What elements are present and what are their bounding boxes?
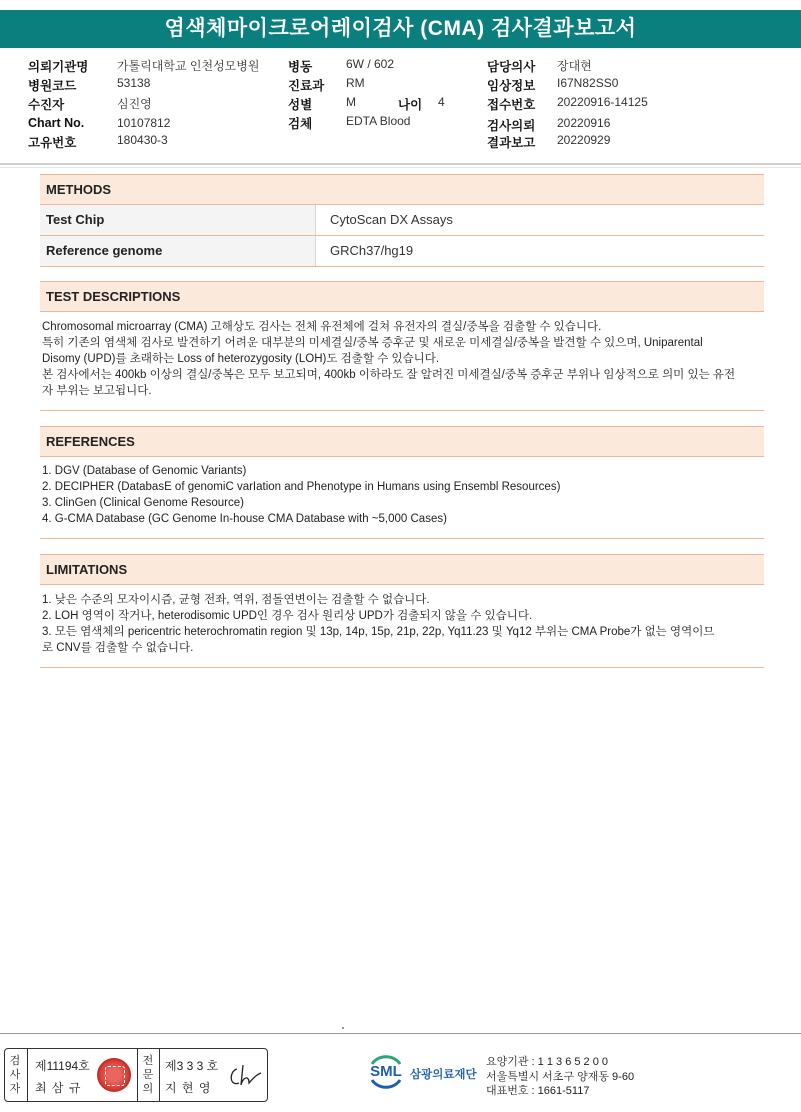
sex-value: M [346, 95, 356, 109]
examiner-label-char: 자 [9, 1083, 21, 1095]
examiner-name: 최 삼 규 [35, 1081, 82, 1095]
sex-label: 성별 [288, 98, 313, 112]
hospital-value: 가톨릭대학교 인천성모병원 [117, 59, 260, 73]
hospital-label: 의뢰기관명 [28, 60, 89, 74]
chart-label: Chart No. [28, 116, 85, 130]
confirmer-label-char: 전 [142, 1055, 154, 1067]
methods-key: Test Chip [40, 205, 316, 235]
organization-name: 삼광의료재단 [410, 1069, 477, 1081]
section-divider [40, 667, 764, 668]
patient-value: 심진영 [117, 97, 152, 111]
description-line: 특히 기존의 염색체 검사로 발견하기 어려운 대부분의 미세결실/중복 증후군 및 새로운 미세결실/중복을 발견할 수 있으며, Uniparental [42, 337, 703, 349]
clinical-value: I67N82SS0 [557, 76, 619, 90]
sml-logo [366, 1052, 496, 1092]
descriptions-text [42, 319, 766, 399]
page-mark [342, 1027, 344, 1029]
age-value: 4 [438, 95, 445, 109]
limitations-list [42, 592, 766, 656]
reference-item: 3. ClinGen (Clinical Genome Resource) [42, 497, 244, 509]
methods-heading: METHODS [40, 174, 764, 205]
signature-divider [27, 1049, 28, 1101]
clinical-label: 임상정보 [487, 79, 536, 93]
official-seal-icon [97, 1058, 131, 1092]
receipt-value: 20220916-14125 [557, 95, 648, 109]
description-line: 자 부위는 보고됩니다. [42, 385, 152, 397]
doctor-value: 장대현 [557, 59, 592, 73]
unique-value: 180430-3 [117, 133, 168, 147]
description-line: 본 검사에서는 400kb 이상의 결실/중복은 모두 보고되며, 400kb 이하라도 잘 알려진 미세결실/중복 증후군 부위나 임상적으로 의미 있는 유전 [42, 369, 736, 381]
signature-divider [137, 1049, 138, 1101]
references-list [42, 463, 766, 527]
ward-value: 6W / 602 [346, 57, 395, 71]
limitation-item: 1. 낮은 수준의 모자이시즘, 균형 전좌, 역위, 점돌연변이는 검출할 수 없습니다. [42, 594, 430, 606]
methods-row-test-chip [40, 205, 764, 236]
limitation-item: 로 CNV를 검출할 수 없습니다. [42, 642, 194, 654]
receipt-label: 접수번호 [487, 98, 536, 112]
specimen-value: EDTA Blood [346, 114, 411, 128]
examiner-label-char: 검 [9, 1055, 21, 1067]
sml-logo-text: SML [370, 1063, 402, 1080]
report-date-label: 결과보고 [487, 136, 536, 150]
dept-label: 진료과 [288, 79, 325, 93]
description-line: Disomy (UPD)를 초래하는 Loss of heterozygosity (LOH)도 검출할 수 있습니다. [42, 353, 440, 365]
reference-item: 2. DECIPHER (DatabasE of genomiC varIation and Phenotype in Humans using Ensembl Resources) [42, 481, 561, 493]
dept-value: RM [346, 76, 365, 90]
doctor-label: 담당의사 [487, 60, 536, 74]
report-title: 염색체마이크로어레이검사 (CMA) 검사결과보고서 [0, 10, 801, 48]
info-divider [0, 163, 801, 165]
confirmer-license: 제3 3 3 호 [165, 1059, 219, 1073]
reference-item: 4. G-CMA Database (GC Genome In-house CMA Database with ~5,000 Cases) [42, 513, 447, 525]
report-date-value: 20220929 [557, 133, 611, 147]
methods-key: Reference genome [40, 236, 316, 266]
ward-label: 병동 [288, 60, 313, 74]
specimen-label: 검체 [288, 117, 313, 131]
limitations-heading: LIMITATIONS [40, 554, 764, 585]
organization-address: 서울특별시 서초구 양재동 9-60 [486, 1070, 635, 1083]
confirmer-label-char: 문 [142, 1069, 154, 1081]
code-label: 병원코드 [28, 79, 77, 93]
limitation-item: 2. LOH 영역이 작거나, heterodisomic UPD인 경우 검사 원리상 UPD가 검출되지 않을 수 있습니다. [42, 610, 533, 622]
handwritten-signature-icon [227, 1061, 267, 1091]
section-divider [40, 538, 764, 539]
methods-row-reference-genome [40, 236, 764, 267]
methods-value: GRCh37/hg19 [330, 243, 414, 258]
request-value: 20220916 [557, 116, 611, 130]
references-heading: REFERENCES [40, 426, 764, 457]
signature-box [4, 1048, 268, 1102]
chart-value: 10107812 [117, 116, 171, 130]
organization-phone: 대표번호 : 1661-5117 [486, 1085, 590, 1097]
examiner-license: 제11194호 [35, 1059, 90, 1073]
section-divider [40, 410, 764, 411]
confirmer-label-char: 의 [142, 1083, 154, 1095]
organization-contact [486, 1055, 634, 1099]
request-label: 검사의뢰 [487, 119, 536, 133]
footer-divider [0, 1033, 801, 1034]
confirmer-name: 지 현 영 [165, 1081, 212, 1095]
age-label: 나이 [398, 98, 423, 112]
examiner-label-char: 사 [9, 1069, 21, 1081]
unique-label: 고유번호 [28, 136, 77, 150]
description-line: Chromosomal microarray (CMA) 고해상도 검사는 전체 유전체에 걸쳐 유전자의 결실/중복을 검출할 수 있습니다. [42, 321, 602, 333]
patient-label: 수진자 [28, 98, 65, 112]
info-divider-thin [0, 167, 801, 168]
signature-divider [159, 1049, 160, 1101]
methods-value: CytoScan DX Assays [330, 212, 453, 227]
limitation-item: 3. 모든 염색체의 pericentric heterochromatin region 및 13p, 14p, 15p, 21p, 22p, Yq11.23 및 Yq12 부위는 CMA Probe가 없는 영역이므 [42, 626, 715, 638]
reference-item: 1. DGV (Database of Genomic Variants) [42, 465, 247, 477]
descriptions-heading: TEST DESCRIPTIONS [40, 281, 764, 312]
care-code: 요양기관 : 1 1 3 6 5 2 0 0 [486, 1056, 609, 1068]
patient-info-block [0, 54, 801, 164]
code-value: 53138 [117, 76, 151, 90]
